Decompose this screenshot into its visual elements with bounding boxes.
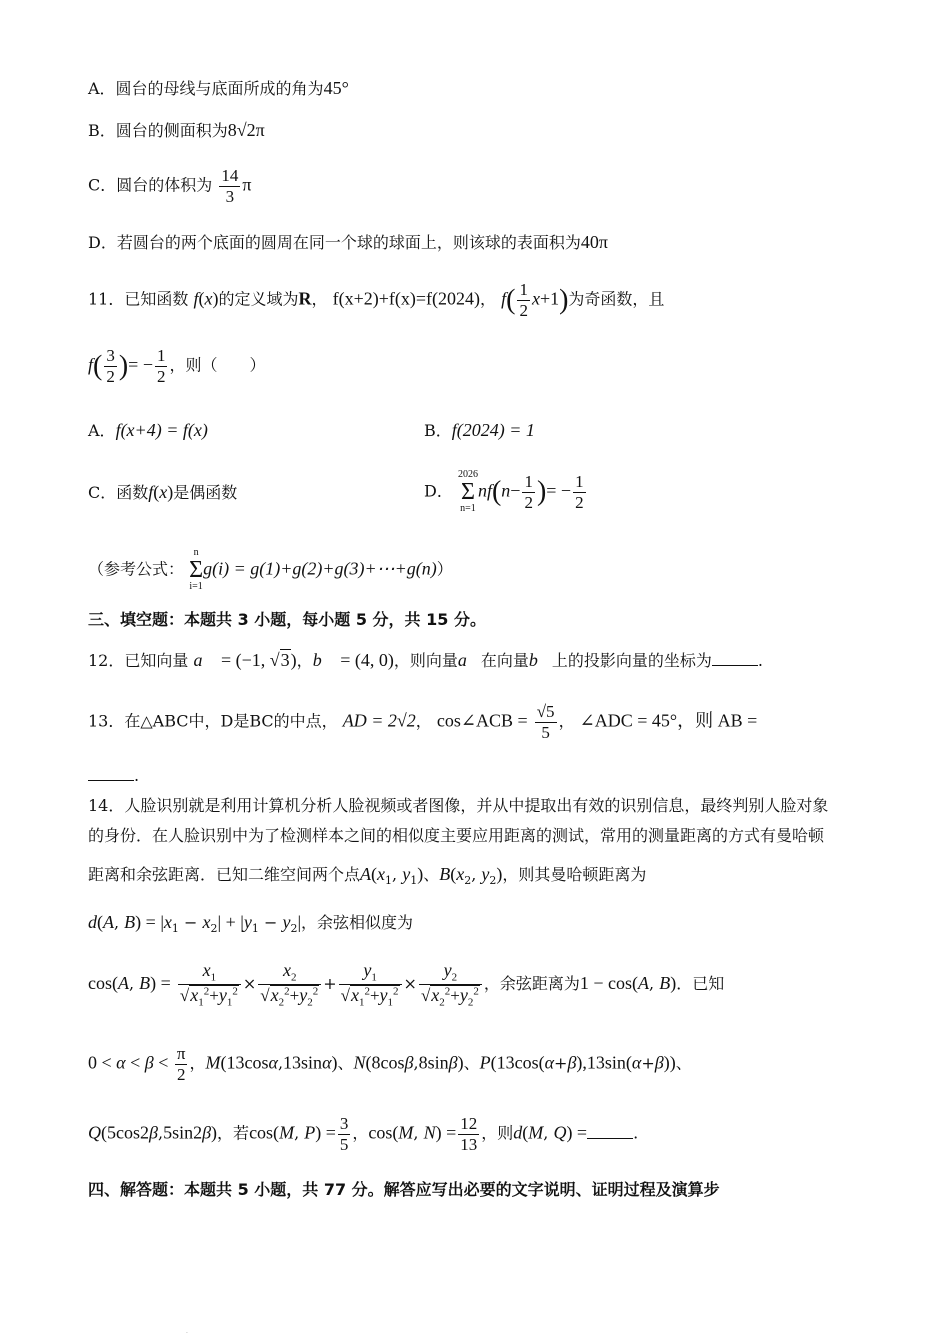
ref-sum-upper: n bbox=[193, 547, 199, 558]
ref-prefix: （参考公式： bbox=[88, 559, 185, 579]
q10-option-d-value: 40π bbox=[580, 232, 608, 252]
q12-prefix: 12．已知向量 bbox=[88, 651, 189, 670]
q14-given-points: 0 < α < β < $\frac{\pi}{2}$ ，M(13cosα,13sinα)、N(8cosβ,8sinβ)、P(13cos(α+β),13sin(α+β))、 bbox=[88, 1044, 692, 1084]
q10-option-c-text: C．圆台的体积为 bbox=[88, 175, 213, 195]
ref-sigma: n Σ i=1 bbox=[189, 547, 204, 592]
q13-end: . bbox=[134, 766, 140, 785]
q12-mid: ，则向量 bbox=[393, 651, 458, 670]
ref-sum-lower: i=1 bbox=[189, 581, 203, 592]
q13-prefix: 13．在△ABC中，D是BC的中点， bbox=[88, 711, 338, 731]
q11-option-d: D． 2026 Σ n=1 nf(n− $\frac{1}{2}$ )= − $\frac{1}{2}$ bbox=[424, 469, 584, 514]
q14-end: . bbox=[633, 1123, 639, 1143]
q11-option-b-equation: f(2024) = 1 bbox=[451, 420, 535, 440]
q11-half-fraction: $\frac{1}{2}$ bbox=[519, 280, 528, 320]
ref-suffix: ） bbox=[436, 559, 453, 579]
q11-option-b bbox=[424, 420, 535, 442]
q11-option-c-label: C．函数 bbox=[88, 483, 149, 502]
answer-blank bbox=[88, 780, 134, 781]
q14-p5: ，余弦距离为 bbox=[483, 974, 580, 994]
q14-cosine-formula: cos(A, B) = $\frac{x_1}{√x_1^2+y_1^2}$ × $\frac{x_2}{√x_2^2+y_2^2}$ + $\frac{y_1}{√x_1^2+y_1^2}$ × $\frac{y_2}{√x_2^2+y_2^2}$ ，余弦距离为1 − cos(A, B)．已知 bbox=[88, 960, 725, 1009]
q13-answer-line bbox=[88, 766, 139, 785]
q10-option-c bbox=[88, 166, 251, 206]
q10-option-b-text: B．圆台的侧面积为 bbox=[88, 121, 228, 140]
q11-option-b-label: B． bbox=[424, 421, 452, 440]
q13-ad: AD = 2√2 bbox=[342, 710, 416, 731]
q12-end: . bbox=[757, 651, 764, 670]
q11-stem-odd: 为奇函数，且 bbox=[568, 289, 665, 309]
q13-angle: ∠ADC = 45°，则 AB = bbox=[579, 710, 758, 731]
section-4-heading: 四、解答题：本题共 5 小题，共 77 分。解答应写出必要的文字说明、证明过程及演算步 bbox=[88, 1180, 720, 1199]
q10-option-a-text: A．圆台的母线与底面所成的角为 bbox=[88, 79, 324, 98]
q11-stem-prefix: 11．已知函数 bbox=[88, 289, 189, 309]
answer-blank bbox=[587, 1138, 633, 1139]
q11-option-d-label: D． bbox=[424, 481, 453, 501]
q11-option-a-label: A． bbox=[88, 421, 116, 440]
q12-mid2: 在向量 bbox=[480, 651, 529, 670]
q10-option-b bbox=[88, 120, 265, 142]
fraction-denominator: 3 bbox=[225, 186, 235, 206]
q14-paragraph-3: 距离和余弦距离．已知二维空间两个点$A(x_1$, $y_1$)、$B(x_2$, $y_2$)，则其曼哈顿距离为 bbox=[88, 864, 647, 888]
q13-fraction bbox=[535, 702, 557, 742]
q14-p7b: ，则 bbox=[481, 1123, 514, 1143]
q11-reference-formula bbox=[88, 548, 453, 592]
section-3-heading: 三、填空题：本题共 3 小题，每小题 5 分，共 15 分。 bbox=[88, 610, 486, 629]
q14-paragraph-2: 的身份．在人脸识别中为了检测样本之间的相似度主要应用距离的测试，常用的测量距离的方式有曼哈顿 bbox=[88, 826, 825, 845]
q11-option-a bbox=[88, 420, 208, 442]
answer-blank bbox=[712, 665, 758, 666]
page-footer-mark: · bbox=[186, 1330, 188, 1337]
q13-num: √5 bbox=[536, 702, 555, 721]
q10-option-a-value: 45° bbox=[323, 78, 349, 98]
q13: 13．在△ABC中，D是BC的中点， AD = 2√2， cos∠ACB = $\frac{√5}{5}$ ， ∠ADC = 45°，则 AB = bbox=[88, 702, 758, 742]
sum-lower: n=1 bbox=[460, 503, 476, 514]
q14-question: Q(5cos2β,5sin2β)，若cos(M, P) = $\frac{3}{5}$ ，cos(M, N) = $\frac{12}{13}$ ，则d(M, Q) = . bbox=[88, 1114, 639, 1154]
q11-stem: 11．已知函数 f(x)的定义域为R， f(x+2)+f(x)=f(2024)， f( $\frac{1}{2}$ x+1)为奇函数，且 bbox=[88, 280, 665, 320]
q11-real-set: R bbox=[298, 288, 312, 309]
q11-option-a-equation: f(x+4) = f(x) bbox=[115, 420, 208, 440]
q10-option-c-fraction bbox=[219, 166, 240, 206]
q10-option-b-value: 8√2π bbox=[227, 120, 265, 140]
math-f-x: f bbox=[193, 288, 199, 309]
q10-option-d-text: D．若圆台的两个底面的圆周在同一个球的球面上，则该球的表面积为 bbox=[88, 233, 581, 252]
q12: 12．已知向量 a⃗ = (−1, √3)，b⃗ = (4, 0)，则向量a⃗在向量b⃗上的投影向量的坐标为 . bbox=[88, 650, 764, 670]
q14-paragraph-4: d(A, $B) = |x_1 - x_2| + |y_1 - y_2|$，余弦相似度为 bbox=[88, 912, 414, 936]
q10-option-a bbox=[88, 78, 349, 100]
sum-upper: 2026 bbox=[457, 469, 478, 480]
q11-condition: f( $\frac{3}{2}$ )= − $\frac{1}{2}$ ，则（ ） bbox=[88, 346, 266, 386]
q14-p7a: ，若 bbox=[217, 1123, 250, 1143]
q11-option-c-tail: 是偶函数 bbox=[173, 483, 238, 502]
ref-equation: g(i) = g(1)+g(2)+g(3)+⋯+g(n) bbox=[203, 558, 437, 579]
q11-stem-domain: 的定义域为 bbox=[218, 289, 299, 309]
q12-tail: 上的投影向量的坐标为 bbox=[551, 651, 712, 670]
q14-p3b: ，则其曼哈顿距离为 bbox=[502, 865, 647, 884]
q14-paragraph-1: 14．人脸识别就是利用计算机分析人脸视频或者图像，并从中提取出有效的识别信息，最终判别人脸对象 bbox=[88, 796, 829, 815]
pi-symbol: π bbox=[242, 174, 252, 195]
q13-cos: cos∠ACB = bbox=[436, 710, 528, 731]
sigma-sum: 2026 Σ n=1 bbox=[457, 469, 478, 514]
q11-then: ，则（ ） bbox=[169, 355, 266, 375]
q14-p3a: 距离和余弦距离．已知二维空间两个点 bbox=[88, 865, 361, 884]
q11-functional-equation: f(x+2)+f(x)=f(2024) bbox=[332, 288, 480, 309]
q14-p4: ，余弦相似度为 bbox=[301, 913, 414, 932]
q14-p5b: ．已知 bbox=[676, 974, 725, 994]
q11-option-c: C．函数f(x)是偶函数 bbox=[88, 482, 238, 502]
fraction-numerator: 14 bbox=[221, 166, 239, 185]
q13-den: 5 bbox=[541, 722, 550, 742]
q10-option-d bbox=[88, 232, 608, 254]
